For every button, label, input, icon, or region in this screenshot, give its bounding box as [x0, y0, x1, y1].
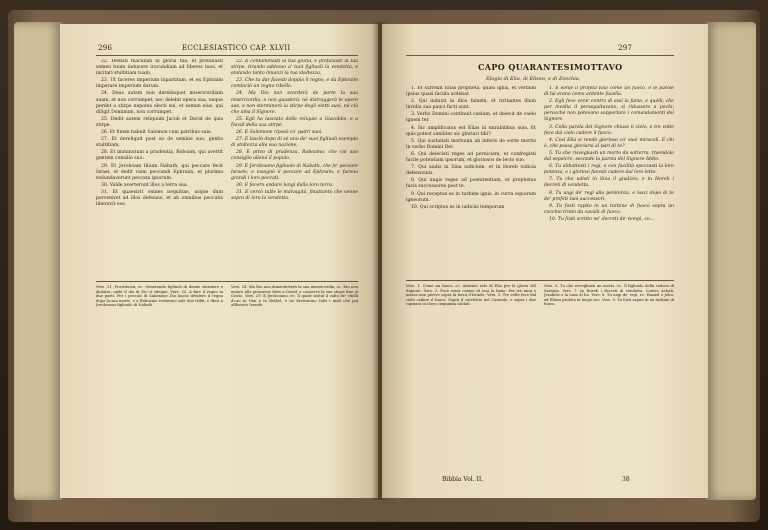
verse: 4. Così Elia si rendé glorioso co' suoi miracoli. E chi è, che possa gloriarsi al pari di te?: [544, 137, 674, 149]
verse: 29. Et Jeroboam filium Nabath, qui peccare fecit Israel, et dedit viam peccandi Ephraim, et plurima redundaverunt peccata ipsorum.: [96, 163, 223, 181]
footer-signature: Bibbia Vol. II.: [442, 476, 484, 483]
verse: 28. E privo di prudenza, Roboamo, che col suo consiglio alienò il popolo.: [231, 150, 358, 162]
left-latin-column: [96, 59, 223, 277]
verse: 9. Tu fosti rapito in un turbine di fuoco sopra un cocchio tirato da cavalli di fuoco.: [544, 203, 674, 215]
verse: 26. E Salomone riposò co' padri suoi.: [236, 130, 323, 136]
verse: 23. Che tu dar facesti doppio il regno, e da Ephraim cominciò un regno ribelle.: [231, 78, 358, 90]
verse: 26. Et finem habuit Salomon cum patribus suis.: [101, 130, 212, 136]
chapter-title: CAPO QUARANTESIMOTTAVO: [478, 62, 623, 72]
verse: 30. E fecero andare lungi dalla loro terra.: [236, 182, 334, 188]
left-page: [60, 24, 378, 498]
right-latin-column: [406, 86, 536, 276]
verse: 10. Qui scriptus es in iudiciis temporum: [411, 204, 505, 210]
verse: 28. Et imminutum a prudentia, Roboam, qui avertit gentem consilio suo:: [96, 150, 223, 162]
left-main-text: [96, 59, 358, 277]
verse: 7. Qui audis in Sina iudicium, et in Horeb iudicia defensionis.: [406, 165, 536, 177]
right-page: [382, 24, 708, 498]
left-italian-column: [231, 59, 358, 277]
left-notes-rule: [96, 281, 358, 282]
right-notes-rule: [406, 280, 674, 281]
verse: 4. Sic amplificatus est Elias in mirabilibus suis. Et quis potest similiter sic gloriari tibi?: [406, 125, 536, 137]
footer-number: 38: [622, 476, 630, 483]
left-notes-column-2: Vers. 24. Ma Dio non dimenticherà la sua misericordia, ec. Dio non mancò alle promesse fatte a David, e conservò la sua stirpe fino al Cristo. Vers. 29. E Jeroboamo, ec. Il quale istituì il culto de' vitelli d'oro in Dan e in Bethel, e ne derivarono tutti i mali che poi afflissero Israele.: [231, 285, 358, 308]
verse: 31. Et quaesivit omnes nequitias, usque dum perveniret ad illos defensio, et ab omnibus peccatis liberavit eos.: [96, 189, 223, 208]
verse: 27. Et dereliquit post se de semine suo, gentis stultitiam,: [96, 137, 223, 149]
right-notes-column-2: Vers. 5. Tu che risvegliasti un morto, ec. Il figliuolo della vedova di Sarepta. Vers. 7. In Horeb i decreti di vendetta. Contro Achab, Jezabele e la casa di lui. Vers. 8. Tu ungi de' regi, ec. Hazael e Jehu, ed Eliseo profeta in luogo suo. Vers. 9. Tu fosti rapito in un turbine di fuoco.: [544, 284, 674, 307]
verse: 6. Qui deiecisti reges ad perniciem, et confregisti facile potentiam ipsorum, et gloriosos de lecto suo.: [406, 151, 536, 164]
verse: 10. Tu fosti scritto ne' decreti de' tempi, co...: [549, 216, 654, 222]
right-page-number: 297: [618, 44, 633, 52]
verse: 2. Egli fece venir contro di essi la fame, e quelli, che per invidia il perseguitavano, si ridussero a pochi; perocché non potevano sopportare i comandamenti del Signore.: [544, 99, 674, 123]
right-footnotes: [406, 284, 674, 470]
verse: 22. E contaminasti la tua gloria, e profanasti la tua stirpe, tirando addosso a' tuoi figliuoli la vendetta, e andando tanto innanzi la tua stoltezza,: [231, 59, 358, 77]
left-header-rule: [96, 55, 358, 56]
left-notes-column-1: Vers. 21. Prostituisti, ec. Generando figliuoli di donne straniere e idolatre, onde il dio di Dio si sdegnò. Vers. 23. A fare il regno in due parti. Per i peccati di Salomone Dio lasciò dividere il regno dopo la sua morte, e a Roboamo restarono sole due tribù, e dieci a Jeroboamo figliuolo di Nabath.: [96, 285, 223, 308]
verse: 3. Colla parola del Signore chiuse il cielo, e tre volte fece dal cielo cadere il fuoco.: [544, 124, 674, 136]
left-running-head: ECCLESIASTICO CAP. XLVII: [182, 44, 291, 52]
verse: 5. Qui sustulisti mortuum ab inferis de sorte mortis in verbo Domini Dei.: [406, 138, 536, 150]
right-italian-column: [544, 86, 674, 276]
verse: 25. Dedit autem reliquum Jacob et David de ipsa stirpe.: [96, 116, 223, 128]
verse: 6. Tu abbattesti i regi, e con facilità spezzasti la loro potenza, e i gloriosi facesti cadere dal loro letto.: [544, 164, 674, 176]
verse: 1. E sorse il profeta Elia come un fuoco, e le parole di lui erano come ardente facella.: [544, 86, 674, 98]
verse: 3. Verbo Domini continuit caelum, et deiecit de caelo ignem ter.: [406, 112, 536, 124]
verse: 8. Qui ungis reges ad poenitentiam, et prophetas facis successores post te.: [406, 178, 536, 190]
verse: 31. E cercò tutte le malvagità, finattanto che venne sopra di loro la vendetta.: [231, 189, 358, 201]
verse: 2. Qui induxit in illos famem, et irritantes illum invidia sua pauci facti sunt.: [406, 99, 536, 111]
right-notes-column-1: Vers. 1. Come un fuoco, ec. Ardente zelo di Elia per la gloria del Signore. Vers. 2. Fece venir contro di essi la fame. Per tre anni e mezzo non piovve sopra la terra d'Israele. Vers. 3. Tre volte fece dal cielo cadere il fuoco. Sopra il sacrificio nel Carmelo, e sopra i due capitani coi loro cinquanta soldati.: [406, 284, 536, 307]
verse: 25. Egli ha lasciato delle reliquie a Giacobbe, e a David della sua stirpe.: [231, 116, 358, 128]
verse: 24. Ma Dio non scorderà de parte la sua misericordia, e non guasterà, né distruggerà le opere sue, e non sterminerà la stirpe degli eletti suoi, né ciò che ama il Signore.: [231, 91, 358, 115]
verse: 7. Tu che udisti in Sina il giudizio, e in Horeb i decreti di vendetta.: [544, 177, 674, 189]
verse: 8. Tu ungi de' regi alla penitenza, e lasci dopo di te de' profeti tuoi successori.: [544, 190, 674, 202]
verse: 29. E Jeroboamo figliuolo di Nabath, che fe' peccare Israele, e insegnò il peccare ad Ephraim, e furono grandi i loro peccati.: [231, 163, 358, 181]
right-page-edges: [706, 22, 756, 500]
left-page-edges: [14, 22, 62, 500]
verse: 22. Dedisti maculam in gloria tua, et profanasti semen tuum inducere iracundiam ad liberos tuos, et incitari stultitiam tuam,: [96, 59, 223, 77]
left-footnotes: [96, 285, 358, 485]
chapter-summary: Elogio di Elia, di Eliseo, e di Ezechia.: [486, 76, 581, 82]
verse: 30. Valde averterunt illos a terra sua.: [101, 182, 189, 188]
verse: 5. Tu che risvegliasti un morto da sotterra, traendolo dal sepolcro, secondo la parola del Signore Iddio.: [544, 150, 674, 163]
right-header-rule: [406, 55, 674, 56]
verse: 9. Qui receptus es in turbine ignis, in curru equorum igneorum.: [406, 191, 536, 203]
verse: 1. Et surrexit Elias propheta, quasi ignis, et verbum ipsius quasi facula ardebat.: [406, 86, 536, 98]
verse: 23. Ut faceres imperium bipartitum, et ex Ephraim imperare imperium durum.: [96, 78, 223, 90]
verse: 24. Deus autem non derelinquet misericordiam suam, et non corrumpet, nec delebit opera sua, neque perdet a stirpe nepotes electi sui, et semen eius, qui diligit Dominum, non corrumpet.: [96, 91, 223, 115]
left-page-number: 296: [98, 44, 113, 52]
right-main-text: [406, 86, 674, 276]
verse: 27. E lasciò dopo di sé uno de' suoi figliuoli esempio di stoltezza alla sua nazione,: [231, 137, 358, 149]
